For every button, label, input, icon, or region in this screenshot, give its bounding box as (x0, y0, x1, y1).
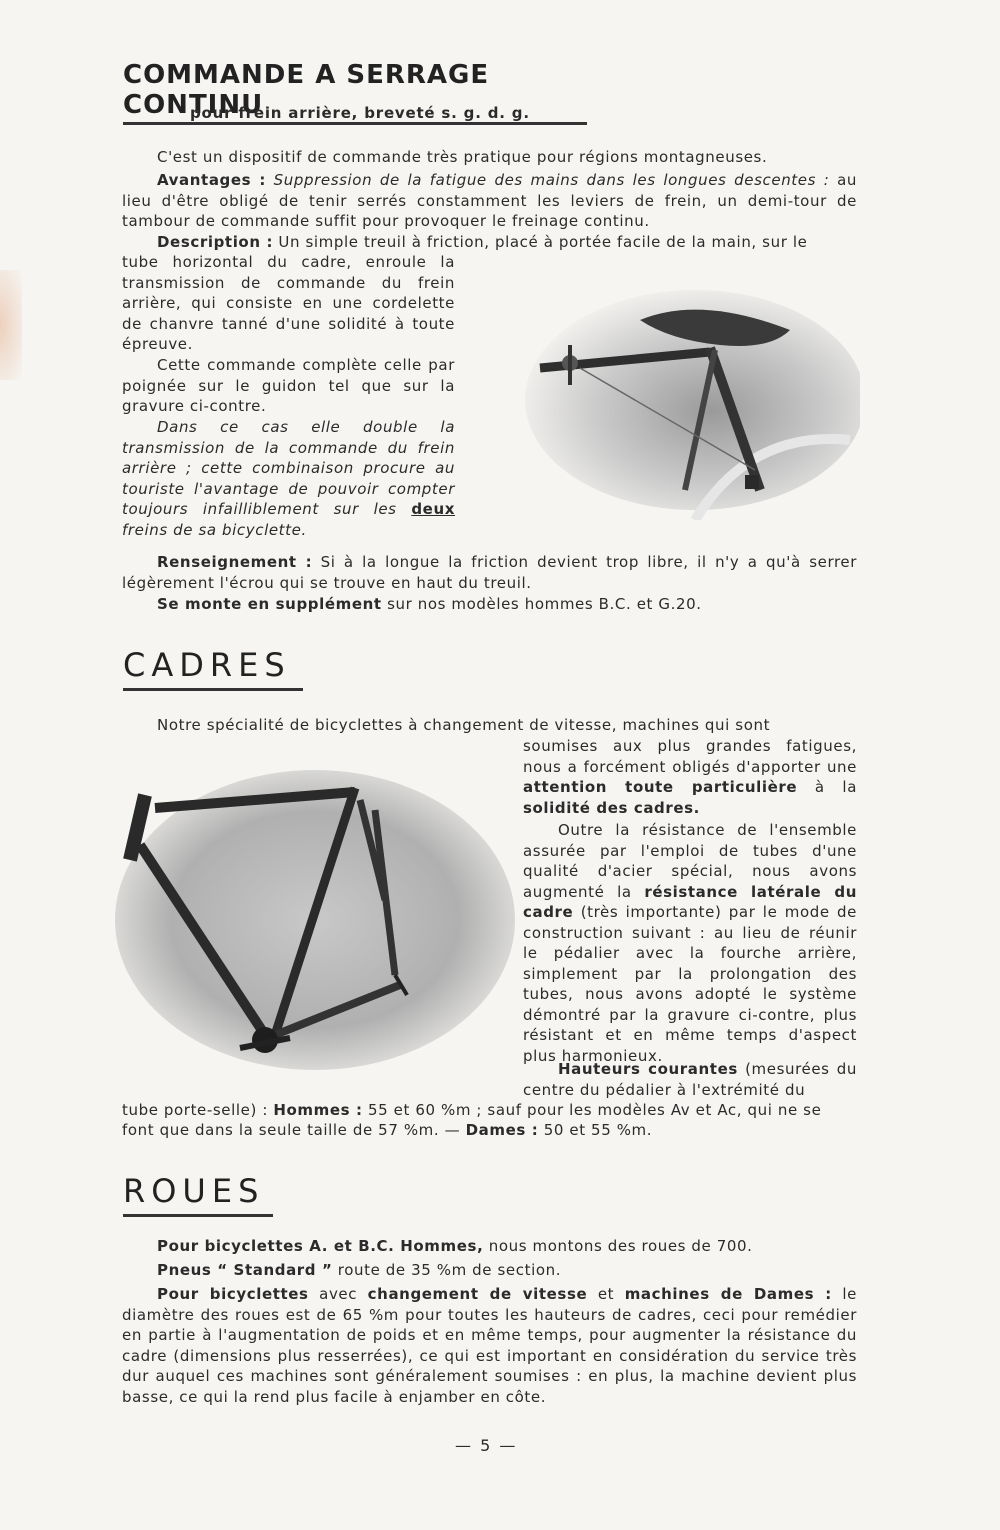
roues-l1-text: nous montons des roues de 700. (488, 1237, 753, 1255)
italic-deux: deux (411, 500, 455, 518)
cadres-p1-line1: Notre spécialité de bicyclettes à changement de vitesse, machines qui sont (157, 716, 771, 734)
roues-line2 (157, 1260, 857, 1281)
renseignement-text: Si à la longue la friction devient trop libre, il n'y a qu'à serrer légèrement l'écrou qui se trouve en haut du treuil. (122, 553, 857, 592)
cadres-p1-bold2: solidité des cadres. (523, 798, 700, 817)
section-title-commande: COMMANDE A SERRAGE CONTINU (123, 60, 587, 125)
hauteurs-line-dames (122, 1120, 862, 1141)
roues-l3-bold3: machines de Dames : (624, 1285, 832, 1303)
hauteurs-label: Hauteurs courantes (558, 1060, 738, 1078)
avantages-paragraph (122, 170, 857, 232)
roues-l1-bold: Pour bicyclettes A. et B.C. Hommes, (157, 1237, 484, 1255)
italic-end: freins de sa bicyclette. (122, 520, 307, 539)
cadres-p1-mid: à la (814, 778, 857, 796)
complement-paragraph: Cette commande complète celle par poignée sur le guidon tel que sur la gravure ci-contre. (122, 356, 455, 415)
dames-text: 50 et 55 %m. (543, 1121, 653, 1139)
italic-text: Dans ce cas elle double la transmission de la commande du frein arrière ; cette combinaison procure au touriste l'avantage de pouvoir compter toujours infailliblement sur les (122, 418, 455, 518)
bicycle-frame-photo (115, 770, 515, 1070)
paper-stain (0, 270, 22, 380)
roues-paragraph (122, 1284, 857, 1407)
avantages-rest: au lieu d'être obligé de tenir serrés constamment les leviers de frein, un demi-tour de tambour de commande suffit pour provoquer le freinage continu. (122, 171, 857, 230)
cadres-p2-start: Outre la résistance de l'ensemble assurée par l'emploi de tubes d'une qualité d'acier spécial, nous avons augmenté la (523, 821, 857, 901)
roues-l3-t2: et (597, 1285, 615, 1303)
cadres-p2 (523, 820, 857, 1066)
hommes-label: Hommes : (273, 1101, 363, 1119)
description-label: Description : (157, 233, 274, 251)
renseignement-paragraph (122, 552, 857, 593)
hommes-text: 55 et 60 %m ; sauf pour les modèles Av et Ac, qui ne se (367, 1101, 822, 1119)
cadres-p2-rest: (très importante) par le mode de construction suivant : au lieu de réunir le pédalier avec la fourche arrière, simplement par la prolongation des tubes, nous avons adopté le système démontré par la gravure ci-contre, plus résistant et en même temps d'aspect plus harmonieux. (523, 903, 857, 1065)
cadres-p1-rest (523, 736, 857, 818)
description-rest: tube horizontal du cadre, enroule la transmission de commande du frein arrière, qui consiste en une cordelette de chanvre tanné d'une solidité à toute épreuve. (122, 253, 455, 353)
brake-mechanism-photo (520, 290, 860, 520)
roues-l3-bold2: changement de vitesse (367, 1285, 588, 1303)
description-line1 (122, 232, 857, 253)
roues-l3-rest: le diamètre des roues est de 65 %m pour toutes les hauteurs de cadres, ceci pour remédier en partie à l'augmentation de poids et en même temps, pour augmenter la résistance du cadre (dimensions plus resserrées), ce qui est important en considération du service très dur auquel ces machines sont généralement soumises : en plus, la machine devient plus basse, ce qui la rend plus facile à enjamber en côte. (122, 1285, 857, 1406)
roues-l2-text: route de 35 %m de section. (337, 1261, 562, 1279)
hauteurs-line-hommes (122, 1100, 862, 1121)
description-line1-text: Un simple treuil à friction, placé à portée facile de la main, sur le (278, 233, 808, 251)
supplement-paragraph (157, 594, 857, 615)
section-subtitle: pour frein arrière, breveté s. g. d. g. (190, 104, 530, 122)
section-title-cadres: CADRES (123, 646, 303, 691)
cadres-p1-bold: attention toute particulière (523, 778, 798, 796)
dames-label: Dames : (465, 1121, 539, 1139)
supplement-text: sur nos modèles hommes B.C. et G.20. (387, 595, 702, 613)
avantages-italic: Suppression de la fatigue des mains dans les longues descentes : (273, 171, 830, 189)
intro-paragraph: C'est un dispositif de commande très pratique pour régions montagneuses. (157, 148, 768, 166)
hauteurs-text: (mesurées du centre du pédalier à l'extrémité du (523, 1060, 858, 1099)
roues-line1 (157, 1236, 857, 1257)
line-last: font que dans la seule taille de 57 %m. — (122, 1121, 461, 1139)
roues-l3-t1: avec (319, 1285, 358, 1303)
tube-porte-selle: tube porte-selle) : (122, 1101, 268, 1119)
cadres-p2-bold: résistance latérale du cadre (523, 882, 858, 921)
page-number: — 5 — (455, 1436, 518, 1455)
hauteurs-paragraph (523, 1059, 857, 1100)
section-title-roues: ROUES (123, 1172, 273, 1217)
roues-l2-bold: Pneus “ Standard ” (157, 1261, 333, 1279)
renseignement-label: Renseignement : (157, 553, 313, 571)
roues-l3-bold1: Pour bicyclettes (157, 1285, 309, 1303)
supplement-label: Se monte en supplément (157, 595, 382, 613)
italic-paragraph (122, 417, 455, 540)
cadres-p1-text: soumises aux plus grandes fatigues, nous a forcément obligés d'apporter une (523, 737, 857, 776)
avantages-label: Avantages : (157, 171, 266, 189)
